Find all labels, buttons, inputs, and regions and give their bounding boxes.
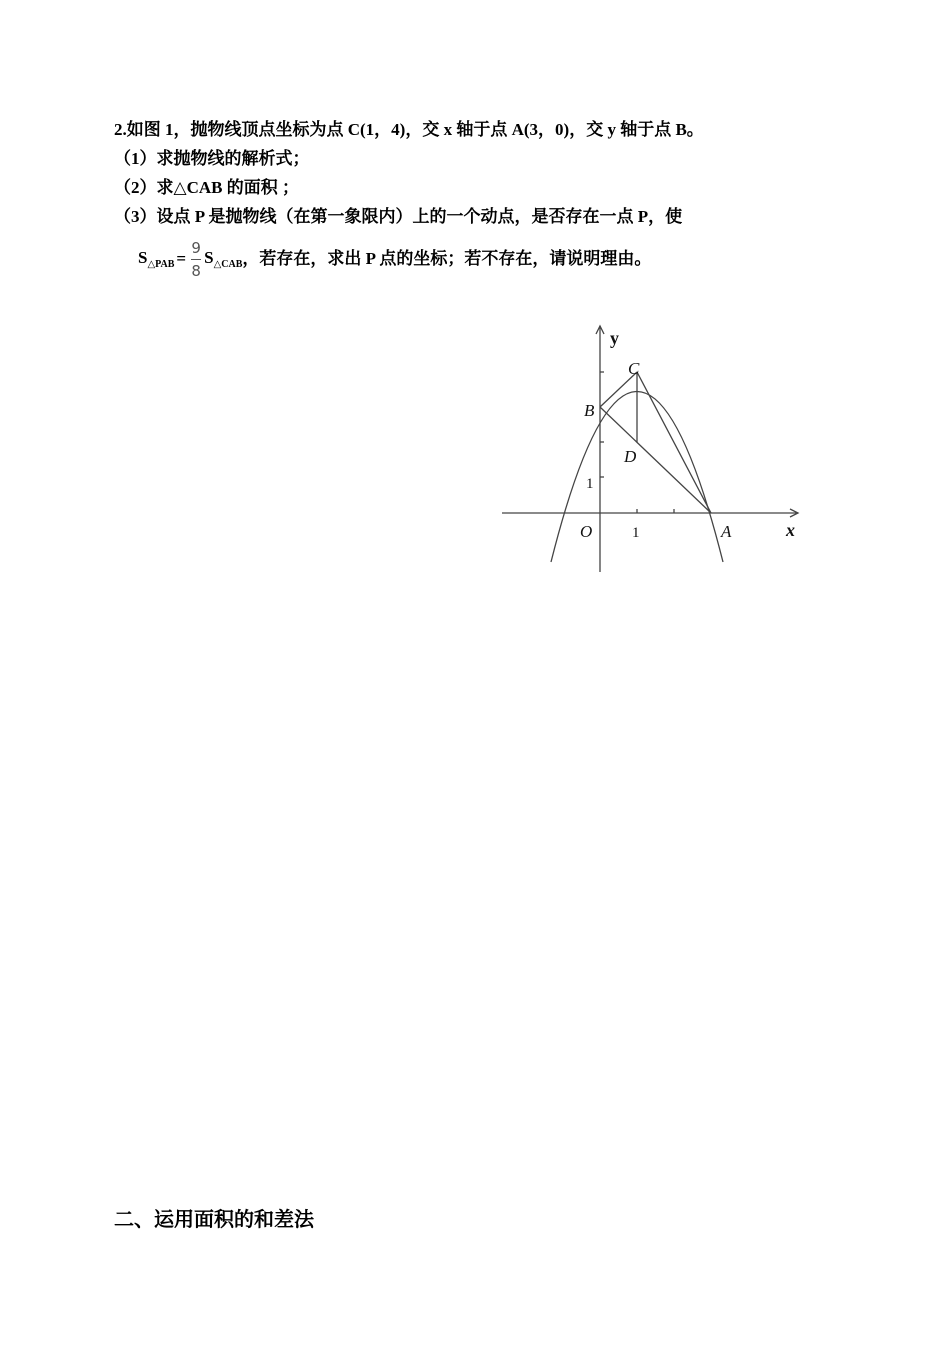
segment-ca bbox=[637, 372, 711, 513]
numerator: 9 bbox=[191, 238, 201, 257]
problem-statement: 2.如图 1，抛物线顶点坐标为点 C(1，4)，交 x 轴于点 A(3，0)，交 y 轴于点 B。 bbox=[114, 120, 704, 139]
x-tick-label-1: 1 bbox=[632, 525, 640, 541]
question-1: （1）求抛物线的解析式； bbox=[114, 149, 310, 168]
section-heading: 二、运用面积的和差法 bbox=[114, 1207, 314, 1231]
area-condition-formula bbox=[138, 236, 651, 282]
x-axis-label: x bbox=[786, 520, 795, 540]
fraction bbox=[191, 239, 201, 280]
fraction-bar bbox=[191, 259, 201, 260]
denominator: 8 bbox=[191, 261, 201, 280]
formula-rest: ，若存在，求出 P 点的坐标；若不存在，请说明理由。 bbox=[242, 249, 652, 268]
point-label-a: A bbox=[721, 522, 732, 541]
y-tick-label-1: 1 bbox=[586, 476, 594, 492]
area-symbol-pab: $S_{\triangle PAB}$ bbox=[138, 247, 175, 270]
point-label-d: D bbox=[624, 447, 637, 466]
point-label-c: C bbox=[628, 359, 640, 378]
segment-ba bbox=[600, 407, 711, 513]
point-label-b: B bbox=[584, 401, 595, 420]
parabola-figure bbox=[500, 318, 805, 590]
y-axis-label: y bbox=[610, 328, 619, 348]
origin-label: O bbox=[580, 522, 593, 541]
question-2: （2）求△CAB 的面积 ； bbox=[114, 178, 299, 197]
question-3: （3）设点 P 是抛物线（在第一象限内）上的一个动点，是否存在一点 P，使 bbox=[114, 207, 683, 226]
equals-sign: = bbox=[176, 249, 187, 268]
area-symbol-cab: $S_{\triangle CAB}$ bbox=[204, 247, 243, 270]
